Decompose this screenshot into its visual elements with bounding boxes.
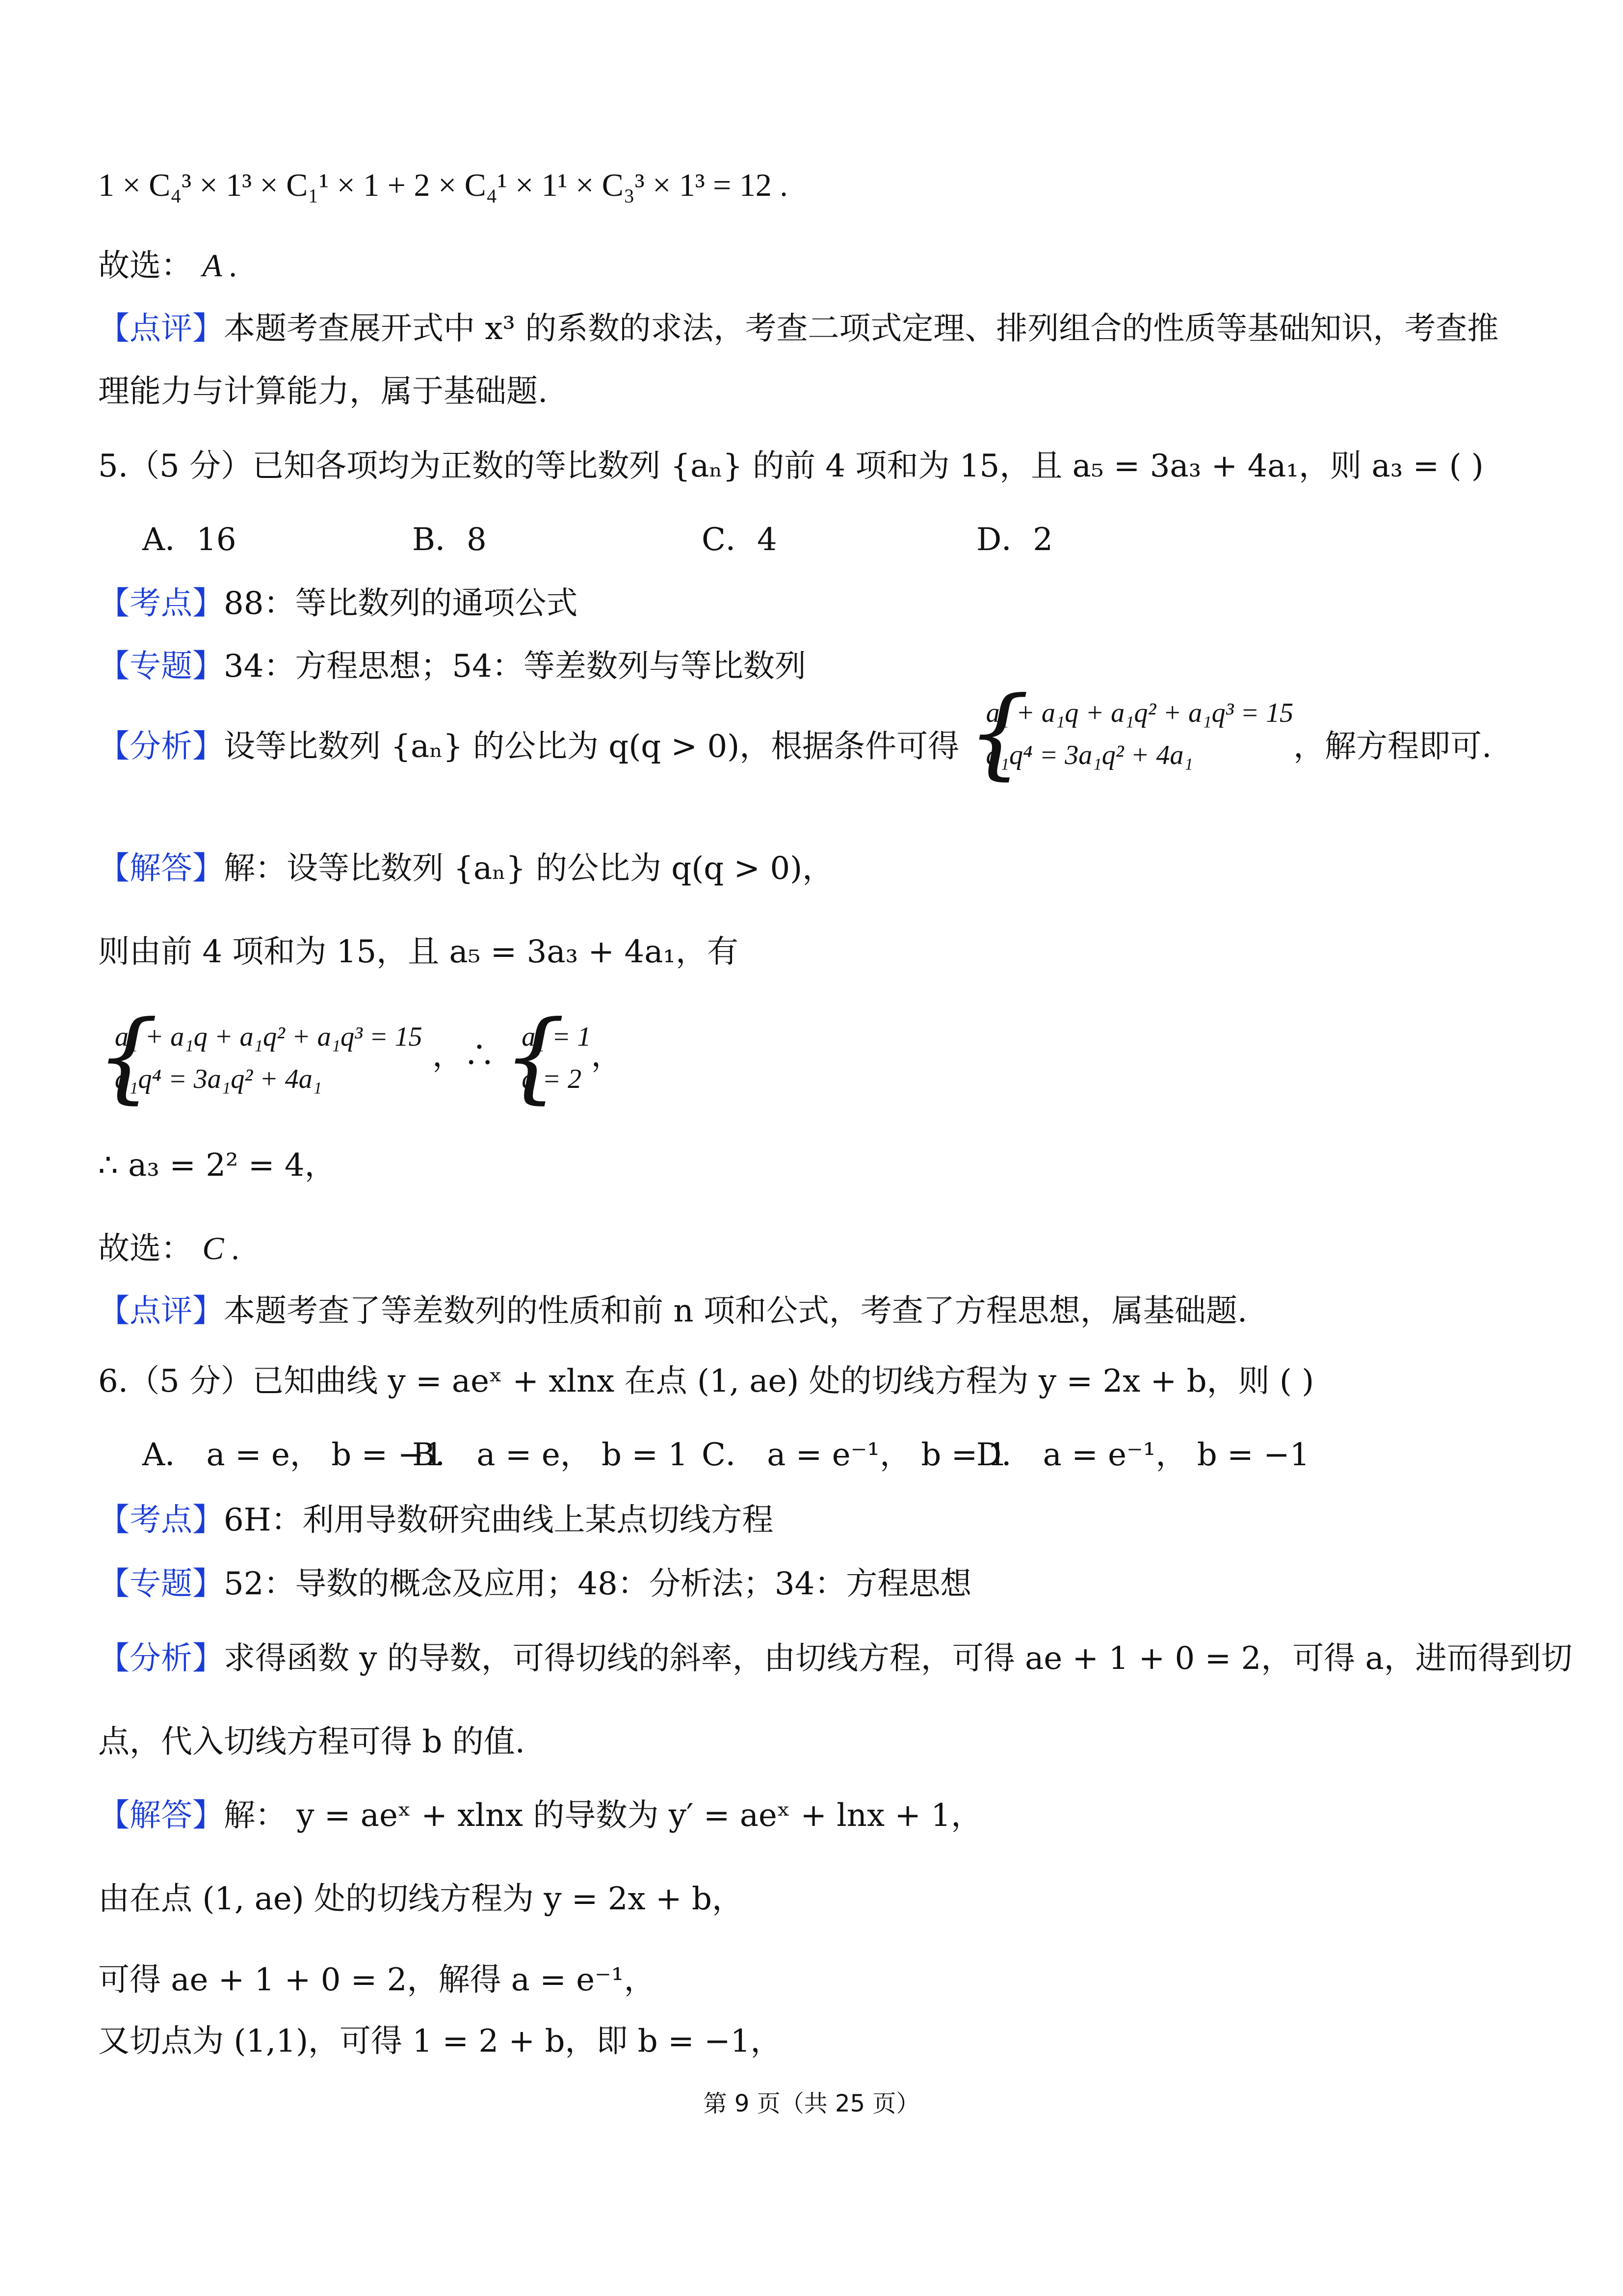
q6-step-3: 又切点为 (1,1)，可得 1 = 2 + b，即 b = −1， [98, 2023, 782, 2059]
q5-review-tag: 【点评】 [98, 1293, 224, 1329]
q5-step-3: ∴ a₃ = 2² = 4， [98, 1147, 336, 1184]
q5-knowledge-tag: 【考点】 [98, 585, 224, 622]
q6-solution-tag: 【解答】 [98, 1797, 224, 1834]
review-line-cont: 理能力与计算能力，属于基础题. [98, 373, 548, 410]
formula-line: 1 × C₄³ × 1³ × C₁¹ × 1 + 2 × C₄¹ × 1¹ × C₃³ × 1³ = 12 . [98, 167, 788, 203]
q6-option-a: A． a = e， b = −1 [142, 1437, 444, 1473]
review-line [98, 309, 1498, 348]
q6-option-d: D． a = e⁻¹， b = −1 [976, 1437, 1310, 1473]
q5-system-2 [505, 1016, 591, 1100]
q5-analysis [98, 698, 1492, 776]
answer-label: 故选： [98, 248, 192, 284]
page-footer: 第 9 页（共 25 页） [703, 2090, 920, 2117]
q6-topic [98, 1564, 971, 1604]
q6-option-b: B． a = e， b = 1 [412, 1437, 688, 1473]
q6-knowledge-text: 6H：利用导数研究曲线上某点切线方程 [224, 1502, 774, 1538]
q5-system-1 [98, 1016, 422, 1100]
q5-step-2 [98, 1016, 623, 1100]
system-row: { a₁ + a₁q + a₁q² + a₁q³ = 15 [115, 1022, 422, 1052]
q6-analysis-cont: 点，代入切线方程可得 b 的值. [98, 1724, 525, 1760]
question-6: 6.（5 分）已知曲线 y = aeˣ + xlnx 在点 (1, ae) 处的切线方程为 y = 2x + b，则 ( ) [98, 1363, 1314, 1399]
q5-step-1: 则由前 4 项和为 15，且 a₅ = 3a₃ + 4a₁，有 [98, 934, 739, 970]
review-text: 本题考查展开式中 x³ 的系数的求法，考查二项式定理、排列组合的性质等基础知识，考查推 [224, 311, 1499, 347]
system-row: q = 2 [522, 1064, 582, 1094]
q5-knowledge-point [98, 584, 577, 623]
q6-topic-text: 52：导数的概念及应用；48：分析法；34：方程思想 [224, 1566, 972, 1602]
system-row: a₁q⁴ = 3a₁q² + 4a₁ [115, 1064, 322, 1094]
answer-choice: C . [202, 1231, 240, 1267]
q5-topic-text: 34：方程思想；54：等差数列与等比数列 [224, 648, 806, 685]
q6-analysis-text: 求得函数 y 的导数，可得切线的斜率，由切线方程，可得 ae + 1 + 0 = 2，可得 a，进而得到切 [224, 1640, 1572, 1677]
q6-option-c: C． a = e⁻¹， b = 1 [702, 1437, 1008, 1473]
q5-review [98, 1292, 1247, 1331]
answer-choice: A . [202, 248, 238, 284]
question-5: 5.（5 分）已知各项均为正数的等比数列 {aₙ} 的前 4 项和为 15，且 a₅ = 3a₃ + 4a₁，则 a₃ = ( ) [98, 448, 1484, 484]
q5-analysis-tail: ，解方程即可. [1293, 728, 1492, 765]
q5-analysis-text: 设等比数列 {aₙ} 的公比为 q(q > 0)，根据条件可得 [224, 728, 960, 765]
q6-step-2: 可得 ae + 1 + 0 = 2，解得 a = e⁻¹， [98, 1962, 655, 1998]
system-row: a₁q⁴ = 3a₁q² + 4a₁ [986, 740, 1193, 770]
q5-solution-tag: 【解答】 [98, 850, 224, 887]
q6-knowledge-tag: 【考点】 [98, 1502, 224, 1538]
therefore-sign: ，∴ [432, 1037, 495, 1074]
comma: ， [591, 1037, 623, 1074]
q5-option-b: B．8 [412, 522, 487, 558]
q5-analysis-tag: 【分析】 [98, 728, 224, 765]
answer-label: 故选： [98, 1231, 192, 1267]
q5-solution-text: 解：设等比数列 {aₙ} 的公比为 q(q > 0)， [224, 850, 834, 887]
system-row: { a₁ = 1 [522, 1022, 591, 1052]
q6-analysis [98, 1639, 1572, 1678]
q6-solution-text: 解： y = aeˣ + xlnx 的导数为 y′ = aeˣ + lnx + 1， [224, 1797, 983, 1834]
q6-knowledge-point [98, 1501, 774, 1540]
q6-topic-tag: 【专题】 [98, 1566, 224, 1602]
q5-analysis-system [969, 692, 1294, 776]
q6-analysis-tag: 【分析】 [98, 1640, 224, 1677]
q6-step-1: 由在点 (1, ae) 处的切线方程为 y = 2x + b， [98, 1881, 743, 1917]
review-tag: 【点评】 [98, 311, 224, 347]
q5-option-c: C．4 [702, 522, 777, 558]
q5-answer-line [98, 1229, 240, 1268]
q6-solution [98, 1796, 982, 1835]
q5-knowledge-text: 88：等比数列的通项公式 [224, 585, 578, 622]
q5-review-text: 本题考查了等差数列的性质和前 n 项和公式，考查了方程思想，属基础题. [224, 1293, 1248, 1329]
answer-line [98, 246, 237, 286]
q5-topic-tag: 【专题】 [98, 648, 224, 685]
q5-topic [98, 647, 806, 686]
q5-option-d: D．2 [976, 522, 1053, 558]
system-row: { a₁ + a₁q + a₁q² + a₁q³ = 15 [986, 698, 1294, 728]
q5-solution [98, 849, 834, 888]
q5-option-a: A．16 [142, 522, 236, 558]
